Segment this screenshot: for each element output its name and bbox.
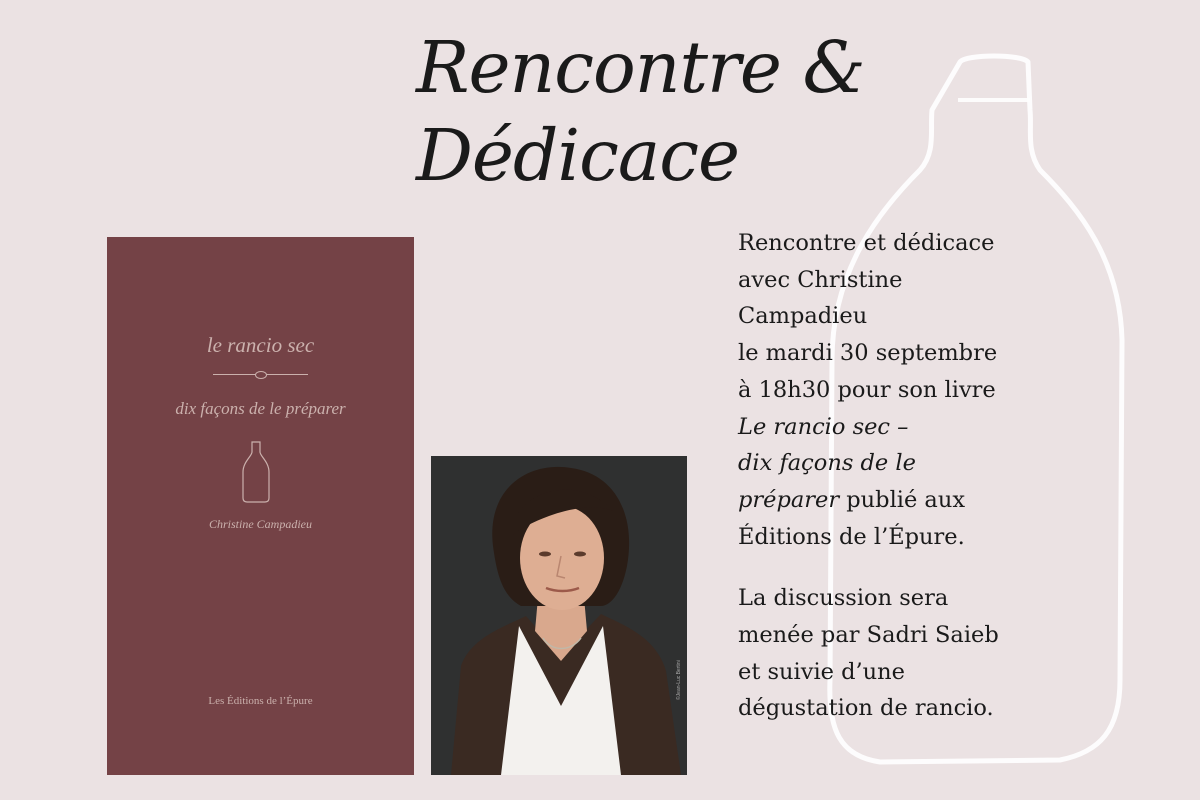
description-line: Rencontre et dédicace [738, 230, 995, 256]
description-paragraph-1 [738, 225, 1058, 555]
book-cover-subtitle: dix façons de le préparer [175, 399, 346, 418]
book-title-line: dix façons de le [738, 450, 916, 477]
description-line: avec Christine [738, 266, 903, 293]
photo-credit: ©Jean-Luc Bertini [676, 660, 682, 700]
book-title-line: Le rancio sec – [738, 413, 909, 440]
book-cover-publisher: Les Éditions de l’Épure [208, 695, 313, 707]
bottle-icon [241, 440, 271, 504]
published-text: publié aux [839, 486, 966, 513]
event-description [738, 225, 1058, 727]
book-title-line: préparer [738, 486, 840, 513]
description-line: Campadieu [738, 303, 868, 330]
author-portrait-illustration [431, 456, 687, 775]
title-line-2: Dédicace [416, 114, 739, 197]
book-cover-author: Christine Campadieu [208, 517, 312, 531]
description-line: et suivie d’une [738, 658, 905, 685]
book-cover-title: le rancio sec [206, 333, 315, 357]
description-line: le mardi 30 septembre [738, 340, 998, 367]
description-line: dégustation de rancio. [738, 695, 994, 722]
description-paragraph-2 [738, 580, 1058, 727]
book-cover-divider [213, 374, 308, 375]
page-title [416, 24, 1036, 200]
book-cover [107, 237, 414, 775]
author-photo [431, 456, 687, 775]
description-line: La discussion sera [738, 585, 949, 612]
publisher-text: Éditions de l’Épure. [738, 523, 965, 550]
title-line-1: Rencontre & [416, 26, 865, 109]
description-line: menée par Sadri Saieb [738, 622, 999, 649]
description-line: à 18h30 pour son livre [738, 376, 996, 403]
